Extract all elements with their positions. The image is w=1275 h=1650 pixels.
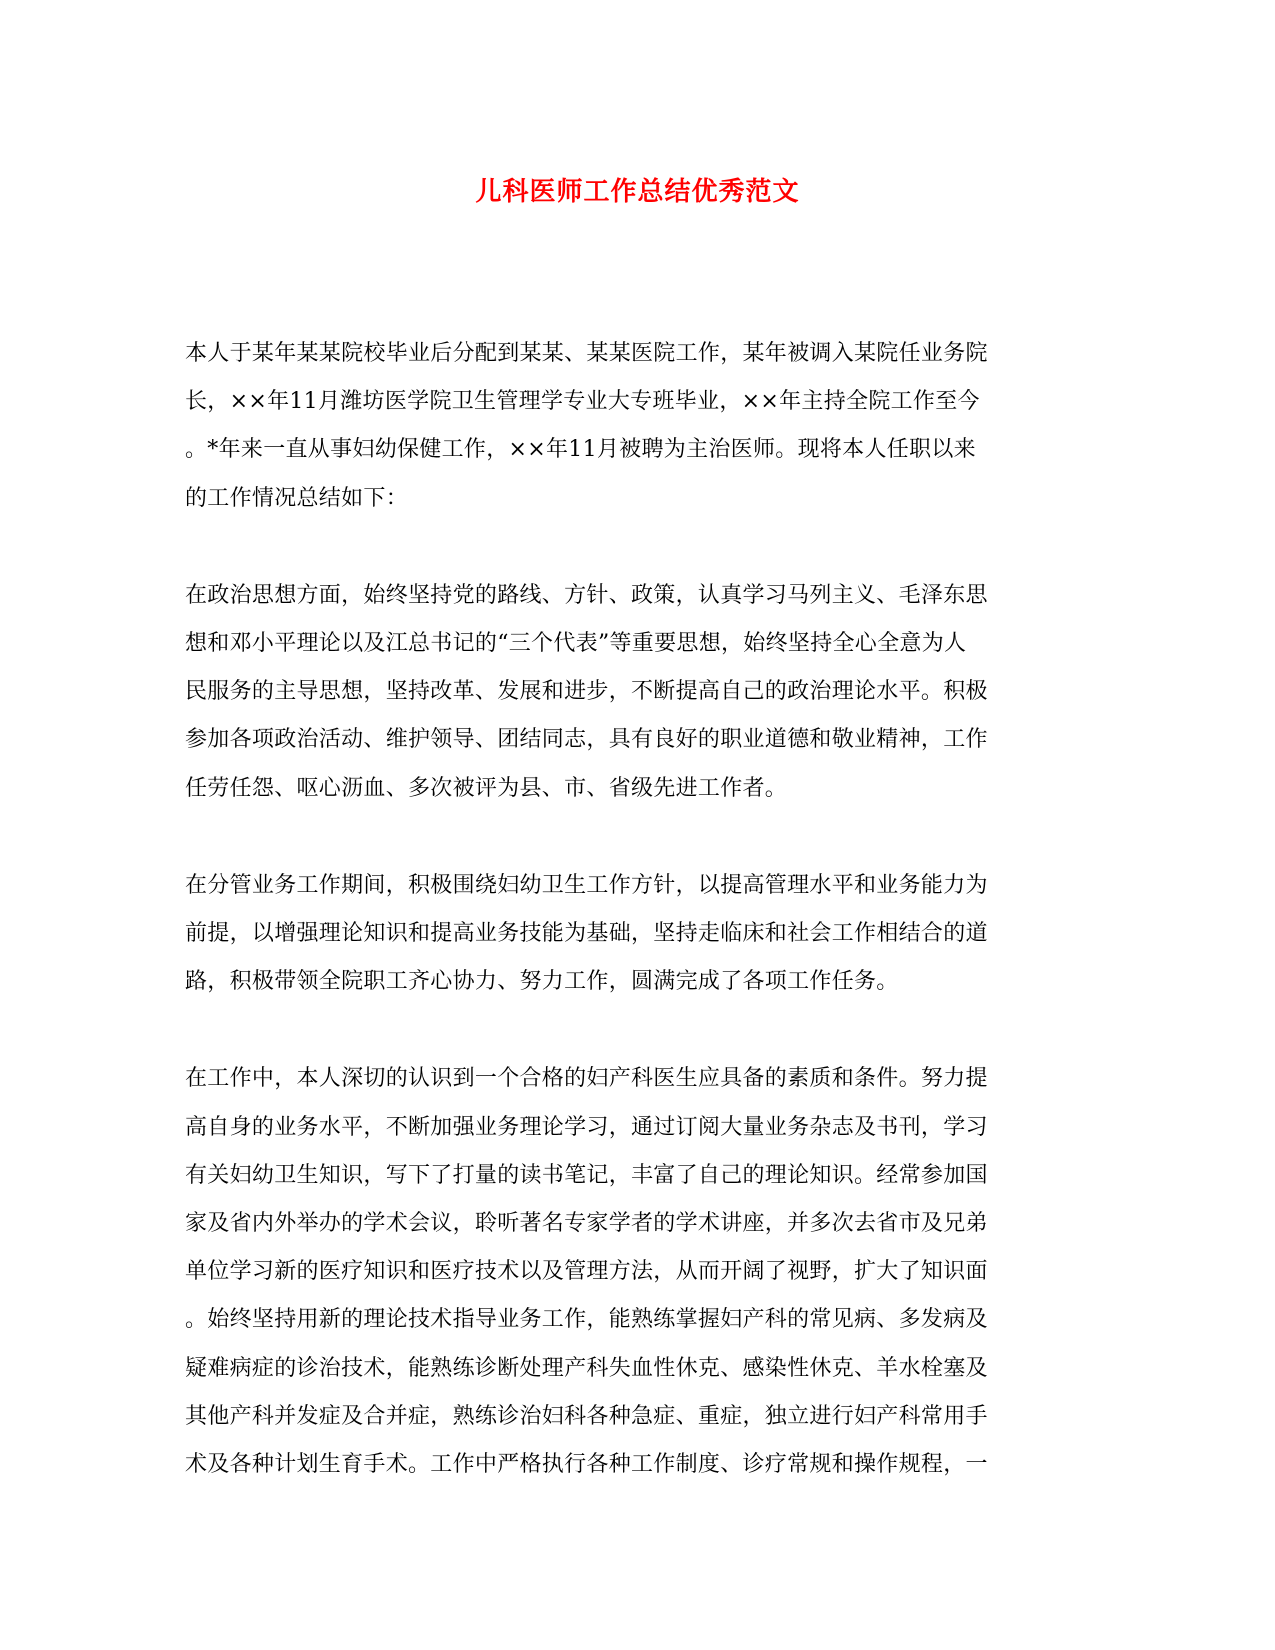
text-line: 任劳任怨、呕心沥血、多次被评为县、市、省级先进工作者。	[185, 775, 788, 801]
text-line: 单位学习新的医疗知识和医疗技术以及管理方法，从而开阔了视野，扩大了知识面	[185, 1259, 988, 1285]
text-line: 参加各项政治活动、维护领导、团结同志，具有良好的职业道德和敬业精神，工作	[185, 727, 988, 753]
text-line: 在工作中，本人深切的认识到一个合格的妇产科医生应具备的素质和条件。努力提	[185, 1066, 988, 1092]
paragraph-management	[185, 862, 1090, 1007]
text-line: 想和邓小平理论以及江总书记的“三个代表”等重要思想，始终坚持全心全意为人	[185, 631, 967, 657]
text-line: 的工作情况总结如下：	[185, 485, 409, 511]
document-title: 儿科医师工作总结优秀范文	[475, 177, 800, 207]
text-line: 家及省内外举办的学术会议，聆听著名专家学者的学术讲座，并多次去省市及兄弟	[185, 1211, 988, 1237]
text-line: 疑难病症的诊治技术，能熟练诊断处理产科失血性休克、感染性休克、羊水栓塞及	[185, 1355, 988, 1381]
text-line: 有关妇幼卫生知识，写下了打量的读书笔记，丰富了自己的理论知识。经常参加国	[185, 1162, 988, 1188]
text-line: 。*年来一直从事妇幼保健工作，××年11月被聘为主治医师。现将本人任职以来	[185, 437, 976, 463]
text-line: 。始终坚持用新的理论技术指导业务工作，能熟练掌握妇产科的常见病、多发病及	[185, 1307, 988, 1333]
text-line: 其他产科并发症及合并症，熟练诊治妇科各种急症、重症，独立进行妇产科常用手	[185, 1403, 988, 1429]
text-line: 本人于某年某某院校毕业后分配到某某、某某医院工作，某年被调入某院任业务院	[185, 341, 988, 366]
text-line: 在分管业务工作期间，积极围绕妇幼卫生工作方针，以提高管理水平和业务能力为	[185, 872, 988, 898]
text-line: 在政治思想方面，始终坚持党的路线、方针、政策，认真学习马列主义、毛泽东思	[185, 582, 988, 608]
paragraph-political	[185, 572, 1090, 813]
paragraph-intro	[185, 330, 1090, 523]
text-line: 长，××年11月潍坊医学院卫生管理学专业大专班毕业，××年主持全院工作至今	[185, 389, 980, 415]
document-body	[185, 330, 1090, 1538]
text-line: 路，积极带领全院职工齐心协力、努力工作，圆满完成了各项工作任务。	[185, 969, 899, 995]
paragraph-work	[185, 1055, 1090, 1489]
text-line: 高自身的业务水平，不断加强业务理论学习，通过订阅大量业务杂志及书刊，学习	[185, 1114, 988, 1140]
text-line: 前提，以增强理论知识和提高业务技能为基础，坚持走临床和社会工作相结合的道	[185, 921, 988, 947]
text-line: 术及各种计划生育手术。工作中严格执行各种工作制度、诊疗常规和操作规程，一	[185, 1452, 988, 1478]
text-line: 民服务的主导思想，坚持改革、发展和进步，不断提高自己的政治理论水平。积极	[185, 679, 988, 705]
